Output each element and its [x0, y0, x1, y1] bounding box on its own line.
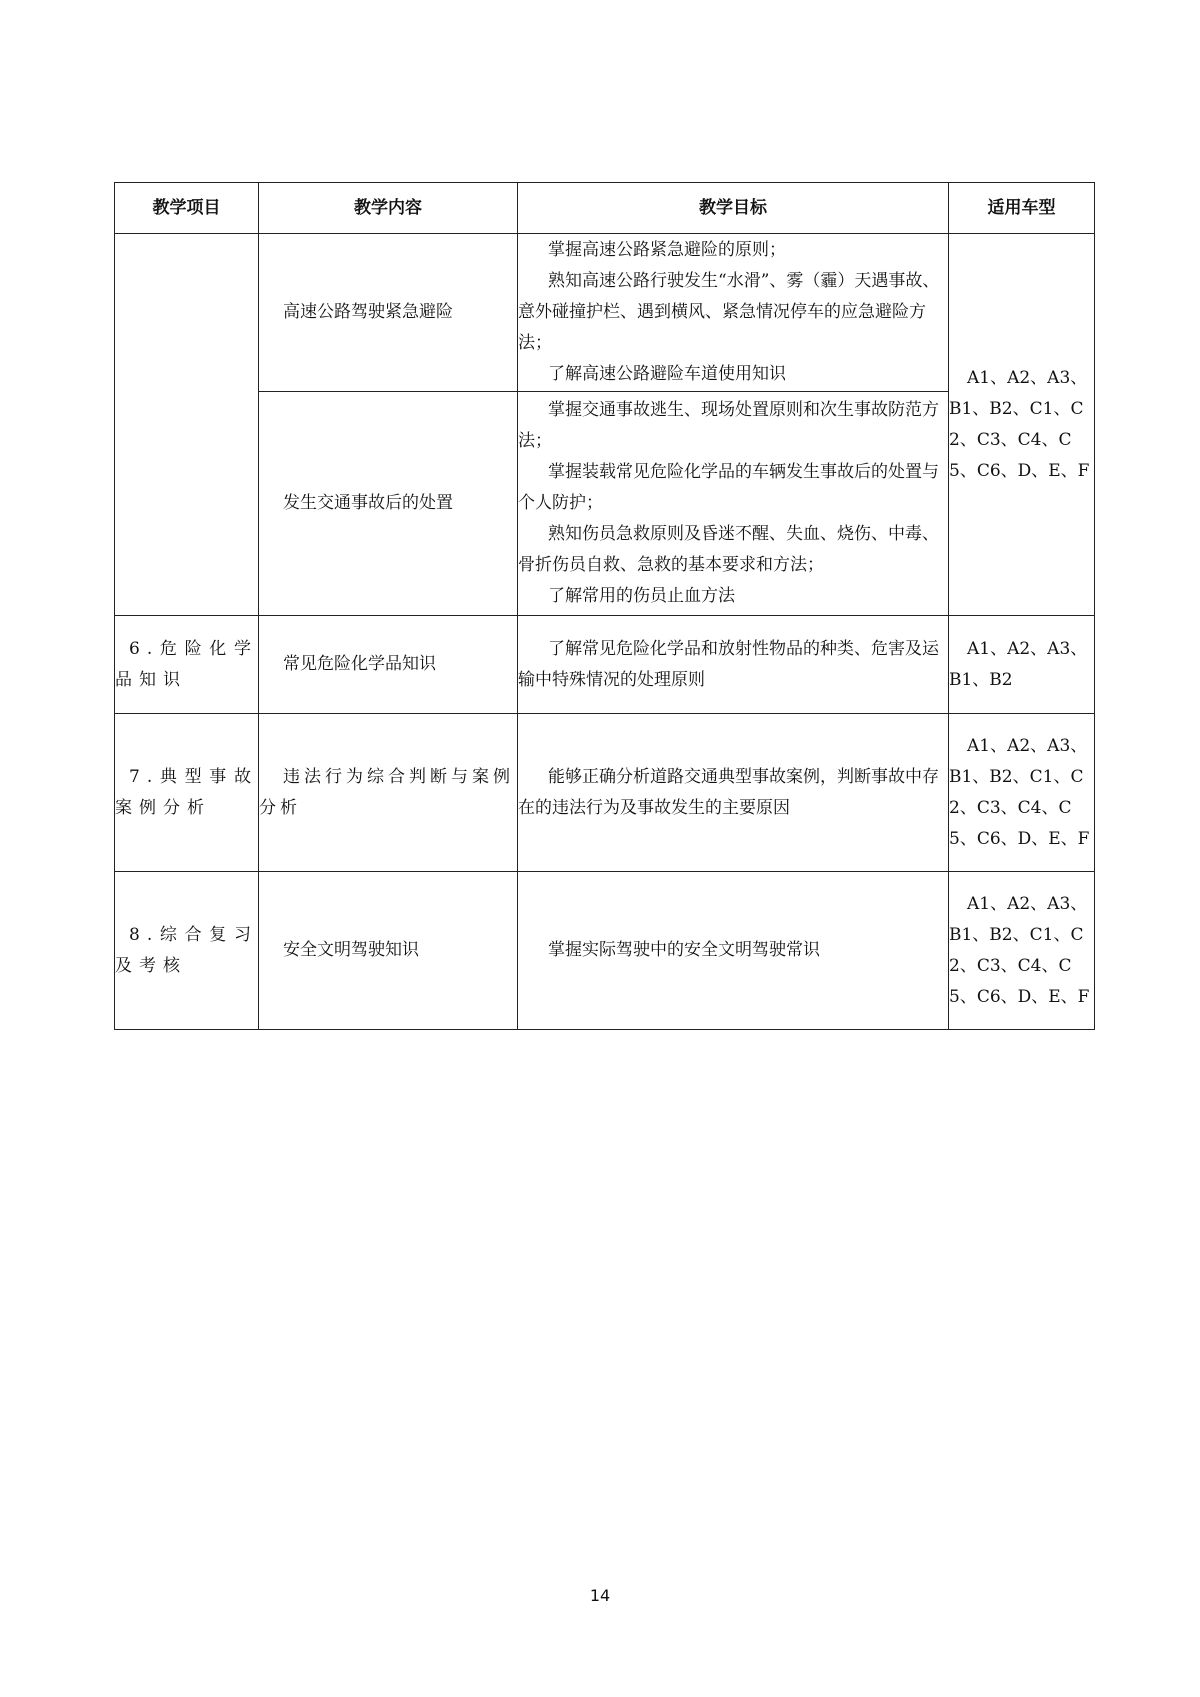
- project-cell: [115, 234, 259, 616]
- content-cell: [259, 234, 518, 392]
- goal-cell: [518, 234, 949, 392]
- table-row: [115, 616, 1095, 714]
- goal-line: 熟知高速公路行驶发生“水滑”、雾（霾）天遇事故、意外碰撞护栏、遇到横风、紧急情况停车的应急避险方法；: [518, 271, 940, 353]
- goal-line: 掌握高速公路紧急避险的原则；: [548, 240, 786, 260]
- vehicle-types: A1、A2、A3、B1、B2、C1、C2、C3、C4、C5、C6、D、E、F: [949, 893, 1090, 1007]
- vehicle-cell: [949, 872, 1095, 1030]
- content-label: 安全文明驾驶知识: [283, 940, 419, 960]
- project-cell: [115, 616, 259, 714]
- content-label: 违法行为综合判断与案例分析: [259, 766, 514, 818]
- page-number: 14: [589, 1586, 611, 1605]
- content-cell: [259, 392, 518, 616]
- content-label: 常见危险化学品知识: [283, 654, 436, 674]
- goal-line: 了解常用的伤员止血方法: [548, 586, 735, 606]
- header-goal: 教学目标: [518, 183, 949, 234]
- vehicle-cell: [949, 714, 1095, 872]
- goal-line: 掌握实际驾驶中的安全文明驾驶常识: [548, 940, 820, 960]
- content-label: 高速公路驾驶紧急避险: [283, 302, 453, 322]
- project-label: 7.典型事故案例分析: [115, 766, 258, 818]
- goal-line: 掌握装载常见危险化学品的车辆发生事故后的处置与个人防护；: [518, 462, 939, 513]
- project-label: 6.危险化学品知识: [115, 638, 258, 690]
- table-row: [115, 392, 1095, 616]
- vehicle-cell: [949, 616, 1095, 714]
- content-cell: [259, 872, 518, 1030]
- project-cell: [115, 714, 259, 872]
- goal-cell: [518, 392, 949, 616]
- goal-cell: [518, 872, 949, 1030]
- vehicle-cell: [949, 234, 1095, 616]
- project-label: 8.综合复习及考核: [115, 924, 258, 976]
- goal-line: 熟知伤员急救原则及昏迷不醒、失血、烧伤、中毒、骨折伤员自救、急救的基本要求和方法；: [518, 524, 939, 575]
- header-content: 教学内容: [259, 183, 518, 234]
- table-row: [115, 714, 1095, 872]
- syllabus-table: [114, 182, 1095, 1030]
- goal-line: 了解高速公路避险车道使用知识: [548, 364, 786, 384]
- goal-line: 掌握交通事故逃生、现场处置原则和次生事故防范方法；: [518, 400, 939, 451]
- header-project: 教学项目: [115, 183, 259, 234]
- vehicle-types: A1、A2、A3、B1、B2、C1、C2、C3、C4、C5、C6、D、E、F: [949, 367, 1090, 481]
- vehicle-types: A1、A2、A3、B1、B2: [949, 638, 1088, 690]
- table-row: [115, 872, 1095, 1030]
- table-header-row: [115, 183, 1095, 234]
- content-label: 发生交通事故后的处置: [283, 493, 453, 513]
- table-row: [115, 234, 1095, 392]
- header-vehicle: 适用车型: [949, 183, 1095, 234]
- goal-cell: [518, 714, 949, 872]
- goal-cell: [518, 616, 949, 714]
- content-cell: [259, 616, 518, 714]
- content-cell: [259, 714, 518, 872]
- vehicle-types: A1、A2、A3、B1、B2、C1、C2、C3、C4、C5、C6、D、E、F: [949, 735, 1090, 849]
- project-cell: [115, 872, 259, 1030]
- goal-line: 了解常见危险化学品和放射性物品的种类、危害及运输中特殊情况的处理原则: [518, 638, 939, 690]
- goal-line: 能够正确分析道路交通典型事故案例，判断事故中存在的违法行为及事故发生的主要原因: [518, 766, 939, 818]
